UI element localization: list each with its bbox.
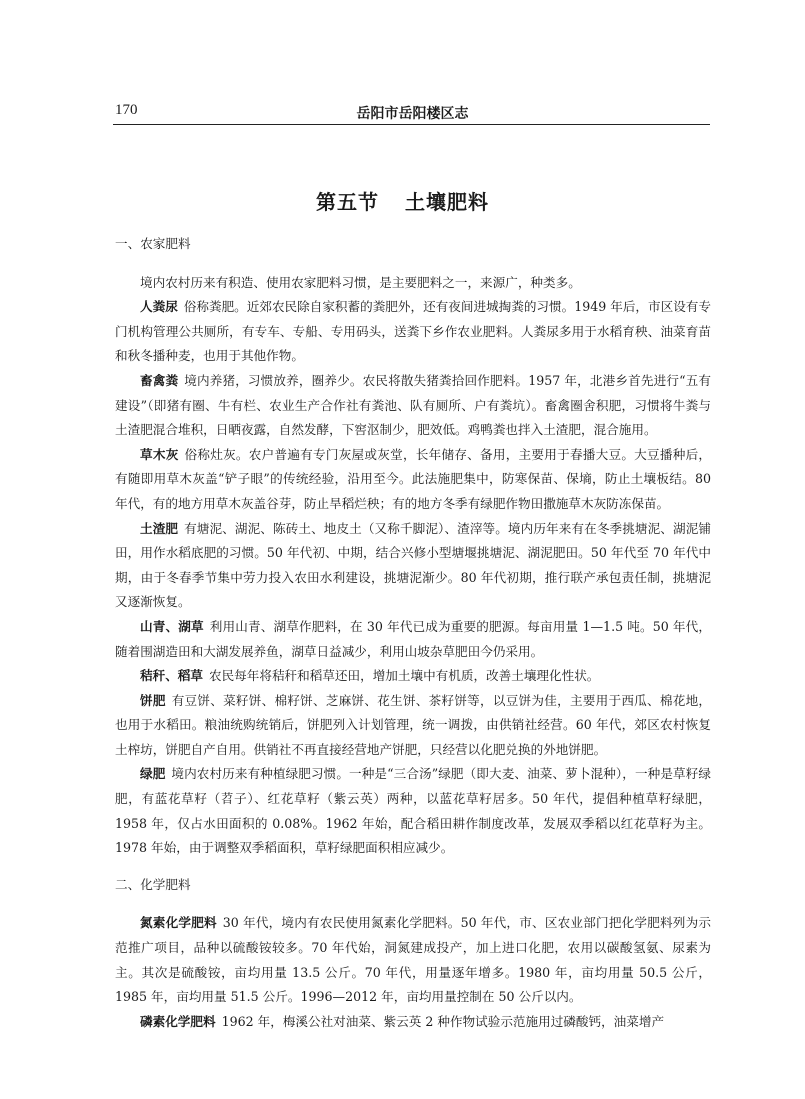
- term-label: 秸秆、稻草: [140, 668, 203, 684]
- term-label: 山青、湖草: [140, 618, 204, 634]
- running-title: 岳阳市岳阳楼区志: [356, 106, 469, 122]
- paragraph-phosphorus: [115, 1010, 711, 1035]
- term-label: 土渣肥: [140, 520, 179, 536]
- paragraph-text: 30 年代，境内有农民使用氮素化学肥料。50 年代，市、区农业部门把化学肥料列为示范推广项目，品种以硫酸铵较多。70 年代始，洞氮建成投产，加上进口化肥，农用以碳酸氢氨、尿素为主。其次是硫酸铵，亩均用量 13.5 公斤。70 年代，用量逐年增多。1980 年，亩均用量 50.5 公斤，1985 年，亩均用量 51.5 公斤。1996—2012 年，亩均用量控制在 50 公斤以内。: [115, 915, 712, 1005]
- paragraph-night-soil: [115, 295, 711, 369]
- paragraph-straw: [115, 664, 711, 689]
- paragraph-text: 利用山青、湖草作肥料，在 30 年代已成为重要的肥源。每亩用量 1—1.5 吨。50 年代，随着围湖造田和大湖发展养鱼，湖草日益减少，利用山坡杂草肥田今仍采用。: [115, 618, 712, 659]
- paragraph-soil-manure: [115, 517, 711, 615]
- section-title: [0, 186, 805, 215]
- subheading-chemical: 二、化学肥料: [115, 876, 191, 892]
- paragraph-grass-fertilizer: [115, 615, 711, 664]
- paragraph-text: 境内养猪，习惯放养，圈养少。农民将散失猪粪拾回作肥料。1957 年，北港乡首先进行“五有建设”（即猪有圈、牛有栏、农业生产合作社有粪池、队有厕所、户有粪坑）。畜禽圈舍积肥，习惯将牛粪与土渣肥混合堆积，日晒夜露，自然发酵，下窖沤制少，肥效低。鸡鸭粪也拌入土渣肥，混合施用。: [115, 372, 712, 438]
- paragraph-nitrogen: [115, 911, 711, 1009]
- term-label: 草木灰: [140, 446, 179, 462]
- subheading-organic: 一、农家肥料: [115, 236, 191, 251]
- paragraph-text: 境内农村历来有种植绿肥习惯。一种是“三合汤”绿肥（即大麦、油菜、萝卜混种），一种是草籽绿肥，有蓝花草籽（苕子）、红花草籽（紫云英）两种，以蓝花草籽居多。50 年代，提倡种植草籽绿肥，1958 年，仅占水田面积的 0.08%。1962 年始，配合稻田耕作制度改革，发展双季稻以红花草籽为主。1978 年始，由于调整双季稻面积，草籽绿肥面积相应减少。: [115, 766, 712, 856]
- paragraph-green-manure: [115, 762, 711, 860]
- paragraph-text: 1962 年，梅溪公社对油菜、紫云英 2 种作物试验示范施用过磷酸钙，油菜增产: [221, 1013, 665, 1029]
- paragraph-cake-fertilizer: [115, 689, 711, 763]
- term-label: 人粪尿: [140, 299, 178, 315]
- term-label: 氮素化学肥料: [140, 915, 217, 931]
- term-label: 绿肥: [140, 766, 166, 782]
- page-number: 170: [115, 102, 138, 118]
- term-label: 畜禽粪: [140, 372, 179, 388]
- section-number: 第五节: [316, 190, 379, 214]
- page-header: [115, 102, 710, 126]
- paragraph-livestock-manure: [115, 369, 711, 443]
- intro-paragraph: 境内农村历来有积造、使用农家肥料习惯，是主要肥料之一，来源广，种类多。: [140, 274, 581, 290]
- body-text: [115, 232, 711, 1034]
- paragraph-text: 俗称粪肥。近郊农民除自家积蓄的粪肥外，还有夜间进城掏粪的习惯。1949 年后，市区设有专门机构管理公共厕所，有专车、专船、专用码头，送粪下乡作农业肥料。人粪尿多用于水稻育秧、油菜育苗和秋冬播种麦，也用于其他作物。: [115, 299, 711, 364]
- term-label: 磷素化学肥料: [140, 1013, 216, 1029]
- term-label: 饼肥: [140, 692, 166, 708]
- paragraph-text: 俗称灶灰。农户普遍有专门灰屋或灰堂，长年储存、备用，主要用于春播大豆。大豆播种后，有随即用草木灰盖“铲子眼”的传统经验，沿用至今。此法施肥集中，防寒保苗、保墒，防止土壤板结。80 年代，有的地方用草木灰盖谷芽，防止旱稻烂秧；有的地方冬季有绿肥作物田撒施草木灰防冻保苗。: [115, 446, 712, 511]
- header-rule: [113, 124, 710, 125]
- paragraph-text: 有豆饼、菜籽饼、棉籽饼、芝麻饼、花生饼、茶籽饼等，以豆饼为佳，主要用于西瓜、棉花地，也用于水稻田。粮油统购统销后，饼肥列入计划管理，统一调拨，由供销社经营。60 年代，郊区农村恢复土榨坊，饼肥自产自用。供销社不再直接经营地产饼肥，只经营以化肥兑换的外地饼肥。: [115, 692, 712, 757]
- paragraph-text: 农民每年将秸秆和稻草还田，增加土壤中有机质，改善土壤理化性状。: [208, 668, 600, 684]
- paragraph-text: 有塘泥、湖泥、陈砖土、地皮土（又称千脚泥）、渣滓等。境内历年来有在冬季挑塘泥、湖泥铺田，用作水稻底肥的习惯。50 年代初、中期，结合兴修小型塘堰挑塘泥、湖泥肥田。50 年代至 70 年代中期，由于冬春季节集中劳力投入农田水利建设，挑塘泥渐少。80 年代初期，推行联产承包责任制，挑塘泥又逐渐恢复。: [115, 520, 711, 610]
- section-name: 土壤肥料: [405, 190, 489, 214]
- paragraph-plant-ash: [115, 443, 711, 517]
